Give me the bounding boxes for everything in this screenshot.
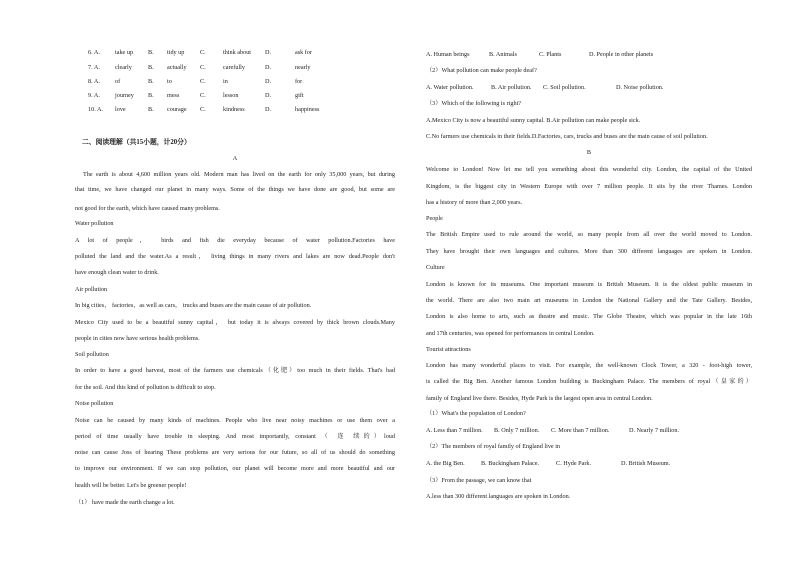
passage-line: has a history of more than 2,000 years.: [426, 199, 523, 206]
option-c: kindness: [223, 106, 245, 113]
answer-option: D. Nearly 7 million.: [629, 427, 680, 434]
option-c: lesson: [223, 92, 239, 99]
section-title: 二、阅读理解（共15小题，计20分）: [82, 139, 191, 146]
passage-line: for the soil. And this kind of pollution is difficult to stop.: [75, 384, 216, 391]
section-heading: Culture: [426, 264, 445, 271]
passage-line: noise can cause Joss of hearing These problems are very serious for our future, so all of us should do something: [75, 449, 395, 456]
passage-line: and 17th centuries, was opened for performances in central London.: [426, 330, 595, 337]
section-heading: Tourist attractions: [426, 346, 471, 353]
passage-line: The earth is about 4,600 million years old. Modern man has lived on the earth for only 35,000 years, but during: [83, 171, 395, 178]
answer-option: D. British Museum.: [621, 460, 671, 467]
option-d: for: [295, 78, 303, 85]
option-a: of: [115, 78, 121, 85]
passage-line: is called the Big Ben. Another famous London building is Buckingham Palace. The members of royal（皇家的）: [426, 378, 752, 385]
option-number: 6. A.: [88, 49, 100, 56]
passage-line: period of time usually have trouble in sleeping. And most importantly, constant （ 连 续的）loud: [75, 433, 395, 440]
b-q3-option-a: A.less than 300 different languages are spoken in London.: [426, 493, 571, 500]
option-c-letter: C.: [200, 49, 206, 56]
option-a: journey: [115, 92, 134, 99]
answer-option: C. Plants: [539, 51, 562, 58]
answer-option: D. Noise pollution.: [616, 84, 664, 91]
option-c-letter: C.: [200, 106, 206, 113]
section-heading: Soil pollution: [75, 351, 109, 358]
option-d-letter: D.: [265, 49, 272, 56]
option-number: 7. A.: [88, 64, 100, 71]
answer-option: B. Animals: [489, 51, 517, 58]
option-c: think about: [223, 49, 252, 56]
answer-option: A. Human beings: [426, 51, 470, 58]
option-b: actually: [167, 64, 187, 71]
option-c-letter: C.: [200, 78, 206, 85]
option-number: 9. A.: [88, 92, 100, 99]
section-heading: Air pollution: [75, 286, 108, 293]
option-b: mess: [167, 92, 180, 99]
passage-line: that time, we have changed our planet in many ways. Some of the things we have done are good, but some are: [75, 186, 395, 193]
b-question-3: （3）From the passage, we can know that: [426, 477, 532, 484]
passage-line: London is known for its museums. One important museum is British Museum. It is the oldest public museum in: [426, 281, 752, 288]
q3-option-line-2: C.No farmers use chemicals in their fields.D.Factories, cars, trucks and buses are the main cause of soil pollution.: [426, 133, 708, 140]
passage-line: The British Empire used to rule around the world, so many people from all over the world moved to London.: [426, 231, 752, 238]
option-b-letter: B.: [148, 64, 154, 71]
passage-line: the world. There are also two main art museums in London the National Gallery and the Tate Gallery. Besides,: [426, 297, 752, 304]
answer-option: C. More than 7 million.: [551, 427, 610, 434]
option-b-letter: B.: [148, 92, 154, 99]
option-number: 8. A.: [88, 78, 100, 85]
passage-line: people in cities now have serious health problems.: [75, 335, 200, 342]
option-d-letter: D.: [265, 92, 272, 99]
passage-line: Noise can be caused by many kinds of machines. People who live near noisy machines or use them over a: [75, 417, 395, 424]
option-d: happiness: [295, 106, 320, 113]
passage-line: to improve our environment. If we can stop pollution, our planet will become more and more beautiful and our: [75, 465, 395, 472]
option-b: tidy up: [167, 49, 185, 56]
passage-a-letter: A: [232, 155, 238, 162]
passage-line: Mexico City used to be a beautiful sunny capital， but today it is always covered by thick brown clouds.Many: [75, 319, 395, 326]
option-c-letter: C.: [200, 92, 206, 99]
section-heading: Water pollution: [75, 220, 114, 227]
passage-line: family of England live there. Besides, Hyde Park is the largest open area in central London.: [426, 395, 653, 402]
answer-option: A. Water pollution.: [426, 84, 474, 91]
question-2: （2）What pollution can make people deaf?: [426, 67, 537, 74]
passage-line: In order to have a good harvest, most of the farmers use chemicals（化肥）too much in their fields. That's bad: [75, 367, 395, 374]
passage-line: have enough clean water to drink.: [75, 269, 159, 276]
option-c: carefully: [223, 64, 245, 71]
passage-line: London has many wonderful places to visit. For example, the well-known Clock Tower, a 320 - foot-high tower,: [426, 362, 752, 369]
passage-line: polluted the land and the water.As a result， living things in many rivers and lakes are now dead.People don't: [75, 253, 395, 260]
answer-option: B. Buckingham Palace.: [481, 460, 540, 467]
passage-line: health will be better. Let's be greener people!: [75, 482, 187, 489]
option-d-letter: D.: [265, 106, 272, 113]
passage-b-letter: B: [586, 149, 592, 156]
passage-line: Welcome to London! Now let me tell you something about this wonderful city. London, the capital of the United: [426, 166, 752, 173]
passage-line: Kingdom, is the biggest city in Western Europe with over 7 million people. It sits by the river Thames. London: [426, 183, 752, 190]
option-d: ask for: [295, 49, 313, 56]
answer-option: A. the Big Ben.: [426, 460, 465, 467]
option-d: gift: [295, 92, 304, 99]
passage-line: not good for the earth, which have caused many problems.: [75, 205, 220, 212]
question-3: （3）Which of the following is right?: [426, 100, 522, 107]
b-question-2: （2）The members of royal family of England live in: [426, 443, 561, 450]
answer-option: C. Soil pollution.: [543, 84, 586, 91]
passage-line: （1） have made the earth change a lot.: [75, 499, 175, 506]
option-number: 10. A.: [88, 106, 103, 113]
passage-line: They have brought their own languages and cultures. More than 300 different languages are spoken in London.: [426, 248, 752, 255]
section-heading: Noise pollution: [75, 400, 114, 407]
section-heading: People: [426, 215, 443, 222]
answer-option: B. Only 7 million.: [494, 427, 540, 434]
answer-option: C. Hyde Park.: [556, 460, 592, 467]
option-b: to: [167, 78, 172, 85]
option-b: courage: [167, 106, 187, 113]
option-b-letter: B.: [148, 49, 154, 56]
option-d-letter: D.: [265, 64, 272, 71]
option-b-letter: B.: [148, 106, 154, 113]
passage-line: In big cities， factories，as well as cars， trucks and buses are the main cause of air pollution.: [75, 302, 312, 309]
passage-line: A lot of people， birds and fish die everyday because of water pollution.Factories have: [75, 237, 395, 244]
answer-option: A. Less than 7 million.: [426, 427, 483, 434]
b-question-1: （1）What's the population of London?: [426, 410, 526, 417]
passage-line: London is also home to arts, such as theatre and music. The Globe Theatre, which was popular in the late 16th: [426, 313, 752, 320]
option-c-letter: C.: [200, 64, 206, 71]
option-b-letter: B.: [148, 78, 154, 85]
option-a: love: [115, 106, 126, 113]
option-a: take up: [115, 49, 134, 56]
option-d-letter: D.: [265, 78, 272, 85]
answer-option: B. Air pollution.: [491, 84, 532, 91]
option-c: in: [223, 78, 228, 85]
option-d: nearly: [295, 64, 311, 71]
q3-option-line-1: A.Mexico City is now a beautiful sunny capital. B.Air pollution can make people sick.: [426, 117, 641, 124]
option-a: clearly: [115, 64, 132, 71]
answer-option: D. People in other planets: [589, 51, 654, 58]
